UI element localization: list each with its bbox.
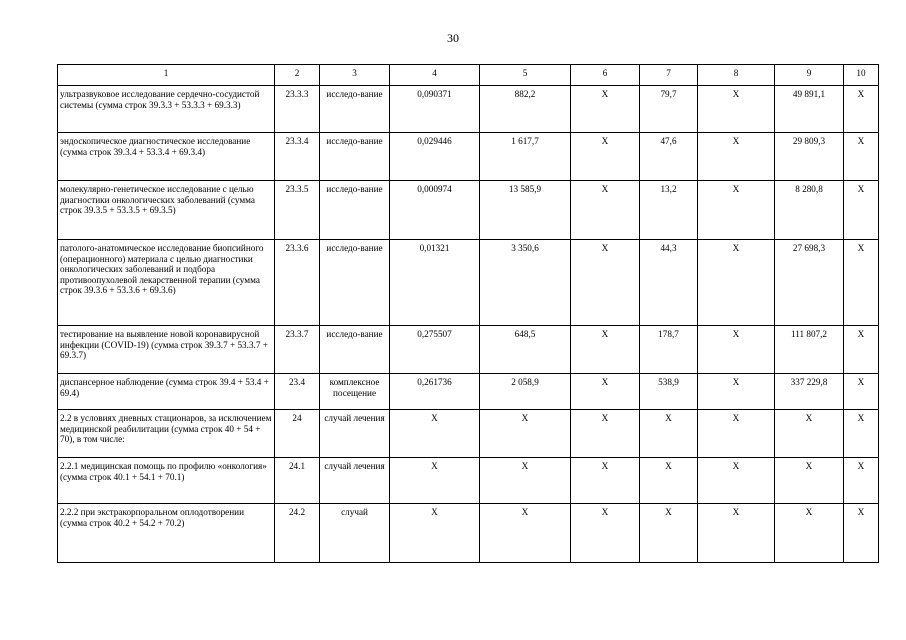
header-cell: 10 xyxy=(844,65,879,86)
cell-col10: X xyxy=(844,326,879,374)
cell-col9: 27 698,3 xyxy=(775,240,844,326)
row-unit: исследо-вание xyxy=(320,86,390,133)
row-code: 23.3.3 xyxy=(275,86,320,133)
cell-col8: X xyxy=(698,86,775,133)
cell-col5: 648,5 xyxy=(480,326,571,374)
row-name: эндоскопическое диагностическое исследование (сумма строк 39.3.4 + 53.3.4 + 69.3.4) xyxy=(58,133,275,181)
row-unit: исследо-вание xyxy=(320,181,390,240)
row-code: 24.2 xyxy=(275,504,320,563)
cell-col4: 0,261736 xyxy=(390,374,480,410)
header-cell: 3 xyxy=(320,65,390,86)
row-unit: исследо-вание xyxy=(320,133,390,181)
cell-col5: X xyxy=(480,458,571,504)
table-row xyxy=(58,181,879,240)
row-code: 23.4 xyxy=(275,374,320,410)
cell-col4: 0,029446 xyxy=(390,133,480,181)
cell-col10: X xyxy=(844,374,879,410)
cell-col4: X xyxy=(390,458,480,504)
cell-col4: X xyxy=(390,410,480,458)
table-row xyxy=(58,133,879,181)
cell-col5: X xyxy=(480,504,571,563)
row-code: 23.3.6 xyxy=(275,240,320,326)
cell-col8: X xyxy=(698,410,775,458)
table-row xyxy=(58,326,879,374)
cell-col9: X xyxy=(775,504,844,563)
header-cell: 2 xyxy=(275,65,320,86)
cell-col6: X xyxy=(571,181,640,240)
cell-col4: 0,090371 xyxy=(390,86,480,133)
cell-col7: 178,7 xyxy=(640,326,698,374)
row-code: 23.3.5 xyxy=(275,181,320,240)
cell-col10: X xyxy=(844,458,879,504)
row-name: ультразвуковое исследование сердечно-сосудистой системы (сумма строк 39.3.3 + 53.3.3 + 69.3.3) xyxy=(58,86,275,133)
cell-col5: 13 585,9 xyxy=(480,181,571,240)
cell-col10: X xyxy=(844,86,879,133)
cell-col8: X xyxy=(698,458,775,504)
cell-col5: 2 058,9 xyxy=(480,374,571,410)
cell-col9: 337 229,8 xyxy=(775,374,844,410)
row-name: патолого-анатомическое исследование биопсийного (операционного) материала с целью диагностики онкологических заболеваний и подбора противоопухолевой лекарственной терапии (сумма строк 39.3.6 + 53.3.6 + 69.3.6) xyxy=(58,240,275,326)
table-row xyxy=(58,504,879,563)
row-unit: случай лечения xyxy=(320,410,390,458)
table-row xyxy=(58,240,879,326)
row-code: 23.3.4 xyxy=(275,133,320,181)
cell-col6: X xyxy=(571,458,640,504)
page-number: 30 xyxy=(447,31,459,45)
cell-col4: X xyxy=(390,504,480,563)
cell-col7: 79,7 xyxy=(640,86,698,133)
cell-col7: X xyxy=(640,504,698,563)
cell-col9: X xyxy=(775,458,844,504)
row-code: 24.1 xyxy=(275,458,320,504)
cell-col7: 538,9 xyxy=(640,374,698,410)
cell-col5: 3 350,6 xyxy=(480,240,571,326)
cell-col8: X xyxy=(698,374,775,410)
data-table xyxy=(57,64,879,563)
cell-col7: X xyxy=(640,458,698,504)
cell-col9: 29 809,3 xyxy=(775,133,844,181)
row-code: 24 xyxy=(275,410,320,458)
cell-col7: X xyxy=(640,410,698,458)
header-cell: 7 xyxy=(640,65,698,86)
cell-col8: X xyxy=(698,326,775,374)
cell-col8: X xyxy=(698,504,775,563)
cell-col5: 1 617,7 xyxy=(480,133,571,181)
cell-col10: X xyxy=(844,240,879,326)
header-cell: 9 xyxy=(775,65,844,86)
row-unit: случай xyxy=(320,504,390,563)
cell-col9: 111 807,2 xyxy=(775,326,844,374)
row-unit: комплексное посещение xyxy=(320,374,390,410)
cell-col6: X xyxy=(571,374,640,410)
row-name: молекулярно-генетическое исследование с целью диагностики онкологических заболеваний (сумма строк 39.3.5 + 53.3.5 + 69.3.5) xyxy=(58,181,275,240)
cell-col7: 44,3 xyxy=(640,240,698,326)
header-cell: 1 xyxy=(58,65,275,86)
cell-col10: X xyxy=(844,504,879,563)
cell-col6: X xyxy=(571,326,640,374)
cell-col8: X xyxy=(698,181,775,240)
cell-col4: 0,01321 xyxy=(390,240,480,326)
table-row xyxy=(58,410,879,458)
cell-col9: X xyxy=(775,410,844,458)
row-unit: случай лечения xyxy=(320,458,390,504)
cell-col6: X xyxy=(571,133,640,181)
row-name: 2.2.1 медицинская помощь по профилю «онкология» (сумма строк 40.1 + 54.1 + 70.1) xyxy=(58,458,275,504)
cell-col10: X xyxy=(844,133,879,181)
row-name: 2.2.2 при экстракорпоральном оплодотворении (сумма строк 40.2 + 54.2 + 70.2) xyxy=(58,504,275,563)
header-cell: 8 xyxy=(698,65,775,86)
header-cell: 6 xyxy=(571,65,640,86)
cell-col4: 0,275507 xyxy=(390,326,480,374)
cell-col6: X xyxy=(571,240,640,326)
row-unit: исследо-вание xyxy=(320,240,390,326)
cell-col7: 13,2 xyxy=(640,181,698,240)
row-name: диспансерное наблюдение (сумма строк 39.4 + 53.4 + 69.4) xyxy=(58,374,275,410)
cell-col8: X xyxy=(698,240,775,326)
table-row xyxy=(58,374,879,410)
cell-col9: 49 891,1 xyxy=(775,86,844,133)
cell-col9: 8 280,8 xyxy=(775,181,844,240)
cell-col6: X xyxy=(571,410,640,458)
table-row xyxy=(58,458,879,504)
cell-col6: X xyxy=(571,86,640,133)
cell-col5: X xyxy=(480,410,571,458)
row-code: 23.3.7 xyxy=(275,326,320,374)
table-row xyxy=(58,86,879,133)
header-cell: 4 xyxy=(390,65,480,86)
cell-col8: X xyxy=(698,133,775,181)
cell-col10: X xyxy=(844,410,879,458)
cell-col10: X xyxy=(844,181,879,240)
header-row xyxy=(58,65,879,86)
header-cell: 5 xyxy=(480,65,571,86)
cell-col4: 0,000974 xyxy=(390,181,480,240)
row-unit: исследо-вание xyxy=(320,326,390,374)
row-name: 2.2 в условиях дневных стационаров, за исключением медицинской реабилитации (сумма строк 40 + 54 + 70), в том числе: xyxy=(58,410,275,458)
cell-col5: 882,2 xyxy=(480,86,571,133)
row-name: тестирование на выявление новой коронавирусной инфекции (COVID-19) (сумма строк 39.3.7 + 53.3.7 + 69.3.7) xyxy=(58,326,275,374)
cell-col6: X xyxy=(571,504,640,563)
cell-col7: 47,6 xyxy=(640,133,698,181)
